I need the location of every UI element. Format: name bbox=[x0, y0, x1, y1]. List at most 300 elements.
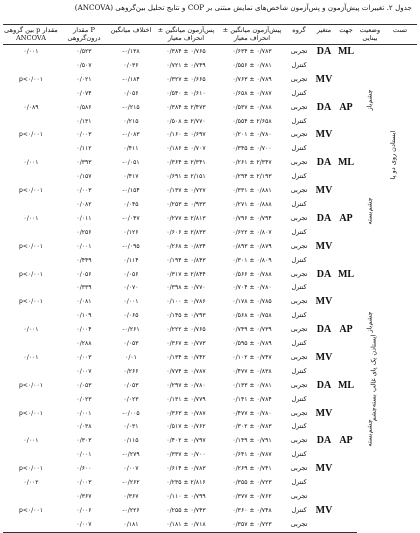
direction-cell bbox=[335, 128, 357, 142]
mean-diff-cell: ۰/۱۱۵ bbox=[123, 437, 139, 445]
p-within-cell: ۰/۰۰۳ bbox=[76, 479, 92, 487]
p-within-cell: ۰/۰۸۲ bbox=[76, 200, 92, 208]
p-ancova-cell: p<۰/۰۰۱ bbox=[18, 242, 44, 250]
pretest-cell: ۰/۷۸۹ ± ۰/۵۹۵ bbox=[232, 340, 272, 348]
p-within-cell: ۰/۳۰۳ bbox=[76, 437, 92, 445]
direction-cell bbox=[335, 59, 357, 73]
mean-diff-cell: ۰/۲۶۶ bbox=[123, 367, 139, 375]
posttest-cell: ۰/۷۸۶ ± ۰/۱۰۰ bbox=[166, 298, 206, 306]
header-variable: متغیر bbox=[313, 25, 335, 45]
direction-cell: AP bbox=[339, 324, 353, 336]
table-row bbox=[3, 323, 417, 337]
direction-cell: AP bbox=[339, 212, 353, 224]
pretest-cell: ۰/۷۸۵ ± ۰/۱۷۸ bbox=[232, 298, 272, 306]
table-row bbox=[3, 337, 417, 351]
variable-cell bbox=[313, 87, 335, 101]
group-cell: تجربی bbox=[290, 213, 308, 222]
variable-cell: DA bbox=[316, 46, 332, 57]
pretest-cell: ۰/۷۲۳ ± ۰/۳۵۷ bbox=[219, 518, 285, 532]
header-stance: وضعیت بینایی bbox=[357, 25, 383, 45]
p-within-cell: ۰/۵۰۷ bbox=[76, 61, 92, 69]
header-p-within: P مقدار درون‌گروهی bbox=[59, 25, 109, 45]
variable-cell bbox=[313, 337, 335, 351]
posttest-cell: ۰/۷۰۷ ± ۰/۱۸۶ bbox=[166, 145, 206, 153]
mean-diff-cell: ۰/۱۸۱ bbox=[109, 518, 153, 532]
p-ancova-cell bbox=[3, 198, 59, 212]
group-cell: کنترل bbox=[291, 394, 307, 403]
p-within-cell: ۰/۰۰۷ bbox=[76, 367, 92, 375]
stance-cell bbox=[357, 156, 383, 267]
pretest-cell: ۰/۷۸۸ ± ۰/۵۶۶ bbox=[232, 270, 272, 278]
p-within-cell: ۰/۱۵۷ bbox=[76, 173, 92, 181]
pretest-cell: ۰/۷۸۴ ± ۰/۱۴۱ bbox=[232, 395, 272, 403]
pretest-cell: ۰/۷۸۰ ± ۰/۲۰۱ bbox=[232, 131, 272, 139]
test-label: ایستادن یک پای غالب بسته‌چشم bbox=[369, 334, 378, 422]
variable-cell: DA bbox=[316, 324, 332, 336]
pretest-cell: ۰/۷۸۰ ± ۰/۴۷۷ bbox=[232, 409, 272, 417]
variable-cell bbox=[313, 226, 335, 240]
posttest-cell: ۲/۸۴۴ ± ۰/۳۱۷ bbox=[166, 270, 206, 278]
mean-diff-cell: ۰/۴۱۷ bbox=[123, 173, 139, 181]
pretest-cell: ۰/۸۳۸ ± ۰/۴۷۷ bbox=[232, 367, 272, 375]
posttest-cell: ۰/۷۶۵ ± ۰/۳۸۴ bbox=[166, 48, 206, 55]
p-within-cell: ۰/۵۲۳ bbox=[76, 48, 92, 55]
pretest-cell: ۰/۷۳۹ ± ۰/۷۴۹ bbox=[232, 326, 272, 334]
p-ancova-cell: ۰/۰۰۱ bbox=[23, 159, 39, 167]
direction-cell: ML bbox=[337, 157, 355, 169]
variable-cell: DA bbox=[316, 435, 332, 447]
variable-cell: DA bbox=[316, 101, 332, 113]
header-mean-diff: اختلاف میانگین bbox=[109, 25, 153, 45]
table-row bbox=[3, 434, 417, 448]
p-within-cell: ۰/۰۰۱ bbox=[76, 242, 92, 250]
mean-diff-cell: ۰/۱۵۴- bbox=[122, 187, 140, 195]
p-within-cell: ۰/۵۸۶ bbox=[76, 103, 92, 111]
mean-diff-cell: ۰/۲۶۱- bbox=[122, 326, 140, 334]
direction-cell bbox=[335, 393, 357, 407]
table-row bbox=[3, 73, 417, 87]
posttest-cell: ۰/۷۹۳ ± ۰/۱۴۵ bbox=[166, 312, 206, 320]
table-row bbox=[3, 115, 417, 129]
p-within-cell: ۰/۰۵۶ bbox=[76, 270, 92, 278]
table-row bbox=[3, 226, 417, 240]
variable-cell: MV bbox=[315, 240, 333, 252]
table-row bbox=[3, 128, 417, 142]
variable-cell bbox=[313, 448, 335, 462]
test-label: ایستادن روی دو پا bbox=[388, 131, 397, 180]
group-cell: کنترل bbox=[291, 144, 307, 153]
p-within-cell: ۰/۰۰۴ bbox=[76, 326, 92, 334]
direction-cell bbox=[335, 420, 357, 434]
table-row bbox=[3, 407, 417, 421]
posttest-cell: ۰/۷۰۰ ± ۰/۳۳۷ bbox=[166, 451, 206, 459]
group-cell: تجربی bbox=[290, 102, 308, 111]
group-cell: تجربی bbox=[290, 130, 308, 139]
posttest-cell: ۲/۴۷۳ ± ۰/۳۸۴ bbox=[166, 103, 206, 111]
mean-diff-cell: ۰/۰۰۱ bbox=[123, 298, 139, 306]
posttest-cell: ۲/۸۱۶ ± ۰/۲۳۵ bbox=[166, 479, 206, 487]
mean-diff-cell: ۰/۱۸۴- bbox=[122, 75, 140, 83]
pretest-cell: ۲/۶۵۸ ± ۰/۵۵۴ bbox=[232, 117, 272, 125]
variable-cell bbox=[313, 59, 335, 73]
mean-diff-cell: ۰/۰۲۳ bbox=[123, 395, 139, 403]
posttest-cell: ۰/۷۴۹ ± ۰/۷۲۱ bbox=[166, 61, 206, 69]
pretest-cell: ۰/۷۸۷ ± ۰/۶۵۸ bbox=[232, 89, 272, 97]
p-within-cell: ۰/۲۸۸ bbox=[76, 340, 92, 348]
pretest-cell: ۲/۱۹۳ ± ۰/۲۹۴ bbox=[232, 173, 272, 181]
p-within-cell: ۰/۰۸۱ bbox=[76, 298, 92, 306]
p-within-cell: ۰/۳۹۳ bbox=[76, 159, 92, 167]
posttest-cell: ۰/۷۷۰ ± ۰/۳۹۸ bbox=[166, 284, 206, 292]
p-within-cell: ۰/۰۵۳ bbox=[76, 381, 92, 389]
direction-cell bbox=[335, 309, 357, 323]
direction-cell bbox=[335, 448, 357, 462]
mean-diff-cell: ۰/۰۷۰ bbox=[123, 284, 139, 292]
p-ancova-cell bbox=[3, 87, 59, 101]
mean-diff-cell: ۰/۰۴۷- bbox=[122, 214, 140, 222]
table-caption: جدول ۲. تغییرات پیش‌آزمون و پس‌آزمون شاخص‌های نمایش مبتنی بر COP و نتایج تحلیل بین‌گروهی (ANCOVA) bbox=[74, 3, 412, 12]
pretest-cell: ۰/۷۰۰ ± ۰/۳۴۵ bbox=[232, 145, 272, 153]
mean-diff-cell: ۰/۲۱۵- bbox=[122, 103, 140, 111]
mean-diff-cell: ۰/۰۵۳ bbox=[123, 340, 139, 348]
posttest-cell: ۰/۷۸۰ ± ۰/۲۹۷ bbox=[166, 381, 206, 389]
stance-cell bbox=[357, 45, 383, 157]
posttest-cell: ۲/۱۵۱ ± ۰/۶۹۱ bbox=[166, 173, 206, 181]
direction-cell bbox=[335, 142, 357, 156]
p-ancova-cell bbox=[3, 254, 59, 268]
direction-cell bbox=[335, 254, 357, 268]
variable-cell bbox=[313, 309, 335, 323]
group-cell: تجربی bbox=[290, 186, 308, 195]
pretest-cell: ۰/۷۴۷ ± ۰/۱۰۲ bbox=[232, 353, 272, 361]
mean-diff-cell: ۰/۱۲۶ bbox=[123, 228, 139, 236]
stance-label: چشم‌باز bbox=[365, 89, 374, 111]
group-cell: تجربی bbox=[290, 352, 308, 361]
p-within-cell: ۰/۰۰۷ bbox=[59, 518, 109, 532]
variable-cell bbox=[313, 170, 335, 184]
variable-cell bbox=[313, 420, 335, 434]
mean-diff-cell: ۰/۰۵۱- bbox=[122, 159, 140, 167]
posttest-cell: ۰/۷۴۲ ± ۰/۱۳۴ bbox=[166, 353, 206, 361]
posttest-cell: ۰/۷۲۷ ± ۰/۱۳۷ bbox=[166, 187, 206, 195]
p-within-cell: ۰/۰۰۱ bbox=[76, 451, 92, 459]
pretest-cell: ۰/۷۸۳ ± ۰/۳۰۲ bbox=[232, 423, 272, 431]
direction-cell: AP bbox=[339, 101, 353, 113]
variable-cell: DA bbox=[316, 379, 332, 391]
group-cell: کنترل bbox=[291, 88, 307, 97]
header-direction: جهت bbox=[335, 25, 357, 45]
results-table bbox=[3, 24, 417, 533]
pretest-cell: ۰/۷۹۱ ± ۰/۱۴۹ bbox=[232, 437, 272, 445]
group-cell: تجربی bbox=[290, 47, 308, 55]
p-ancova-cell: p<۰/۰۰۱ bbox=[18, 381, 44, 389]
header-p-ancova: مقدار p بین گروهی ANCOVA bbox=[3, 25, 59, 45]
group-cell: کنترل bbox=[291, 450, 307, 459]
p-ancova-cell bbox=[3, 393, 59, 407]
variable-cell: MV bbox=[315, 296, 333, 308]
p-within-cell: ۰/۰۰۳ bbox=[76, 353, 92, 361]
p-ancova-cell bbox=[3, 281, 59, 295]
direction-cell bbox=[335, 87, 357, 101]
p-within-cell: ۰/۳۳۹ bbox=[76, 284, 92, 292]
posttest-cell: ۲/۳۴۱ ± ۰/۳۶۴ bbox=[166, 159, 206, 167]
direction-cell bbox=[335, 170, 357, 184]
group-cell: کنترل bbox=[291, 283, 307, 292]
table-row bbox=[3, 268, 417, 282]
table-row bbox=[3, 309, 417, 323]
posttest-cell: ۰/۷۶۵ ± ۰/۲۲۲ bbox=[166, 326, 206, 334]
pretest-cell: ۰/۷۹۴ ± ۰/۷۹۶ bbox=[232, 214, 272, 222]
p-within-cell: ۰/۰۰۳ bbox=[76, 187, 92, 195]
posttest-cell: ۰/۷۸۳ ± ۰/۶۱۴ bbox=[166, 465, 206, 473]
variable-cell bbox=[313, 476, 335, 490]
table-row bbox=[3, 170, 417, 184]
direction-cell bbox=[335, 407, 357, 421]
group-cell: کنترل bbox=[291, 60, 307, 69]
p-ancova-cell bbox=[3, 142, 59, 156]
direction-cell bbox=[335, 476, 357, 490]
p-within-cell: ۰/۱۱۲ bbox=[76, 145, 92, 153]
p-ancova-cell: p<۰/۰۰۱ bbox=[18, 506, 44, 514]
direction-cell: AP bbox=[339, 435, 353, 447]
group-cell: تجربی bbox=[290, 158, 308, 167]
p-within-cell: ۰/۰۷۴ bbox=[76, 89, 92, 97]
pretest-cell: ۲/۳۴۷ ± ۰/۲۶۱ bbox=[232, 159, 272, 167]
group-cell: تجربی bbox=[290, 492, 308, 500]
posttest-cell: ۲/۸۳۳ ± ۰/۶۰۶ bbox=[166, 228, 206, 236]
table-row bbox=[3, 212, 417, 226]
table-row bbox=[3, 184, 417, 198]
p-within-cell: ۰/۶۰۰ bbox=[76, 465, 92, 473]
table-row bbox=[3, 240, 417, 254]
variable-cell: MV bbox=[315, 351, 333, 363]
p-ancova-cell: p<۰/۰۰۱ bbox=[18, 409, 44, 417]
group-cell: کنترل bbox=[291, 339, 307, 348]
direction-cell bbox=[335, 504, 357, 518]
pretest-cell: ۰/۷۵۸ ± ۰/۵۶۸ bbox=[232, 312, 272, 320]
p-ancova-cell bbox=[3, 448, 59, 462]
mean-diff-cell: ۰/۰۸۳- bbox=[122, 131, 140, 139]
pretest-cell: ۰/۷۸۷ ± ۰/۶۴۱ bbox=[232, 451, 272, 459]
posttest-cell: ۰/۶۱۰ ± ۰/۵۴۰ bbox=[166, 89, 206, 97]
direction-cell: ML bbox=[337, 379, 355, 391]
group-cell: تجربی bbox=[290, 408, 308, 417]
posttest-cell: ۰/۷۹۷ ± ۰/۴۰۲ bbox=[166, 437, 206, 445]
p-ancova-cell bbox=[3, 337, 59, 351]
group-cell: تجربی bbox=[290, 325, 308, 334]
direction-cell bbox=[335, 490, 357, 504]
p-within-cell: ۰/۴۴۹ bbox=[76, 256, 92, 264]
p-ancova-cell: ۰/۰۰۲ bbox=[23, 479, 39, 487]
header-test: تست bbox=[383, 25, 417, 45]
p-within-cell: ۰/۰۰۶ bbox=[76, 506, 92, 514]
table-row bbox=[3, 281, 417, 295]
p-ancova-cell: ۰/۰۰۱ bbox=[23, 353, 39, 361]
table-row bbox=[3, 490, 417, 504]
direction-cell bbox=[335, 198, 357, 212]
variable-cell: DA bbox=[316, 212, 332, 224]
table-row bbox=[3, 448, 417, 462]
p-ancova-cell bbox=[3, 226, 59, 240]
p-ancova-cell bbox=[3, 170, 59, 184]
group-cell: کنترل bbox=[291, 505, 307, 514]
direction-cell: ML bbox=[337, 268, 355, 280]
p-within-cell: ۰/۰۲۳ bbox=[76, 395, 92, 403]
variable-cell: DA bbox=[316, 157, 332, 169]
group-cell: کنترل bbox=[291, 366, 307, 375]
mean-diff-cell: ۰/۰۰۷ bbox=[123, 465, 139, 473]
direction-cell bbox=[335, 337, 357, 351]
pretest-cell: ۰/۸۰۹ ± ۰/۳۰۱ bbox=[232, 256, 272, 264]
pretest-cell: ۰/۷۸۹ ± ۰/۷۶۳ bbox=[232, 75, 272, 83]
variable-cell bbox=[313, 115, 335, 129]
variable-cell bbox=[313, 490, 335, 504]
table-row bbox=[3, 420, 417, 434]
mean-diff-cell: ۰/۰۵۶ bbox=[123, 89, 139, 97]
mean-diff-cell: ۰/۲۱۵ bbox=[123, 117, 139, 125]
variable-cell bbox=[313, 198, 335, 212]
p-ancova-cell: p<۰/۰۰۱ bbox=[18, 270, 44, 278]
mean-diff-cell: ۰/۱۱۴ bbox=[123, 256, 139, 264]
variable-cell bbox=[313, 281, 335, 295]
mean-diff-cell: ۰/۳۶۷ bbox=[123, 493, 139, 500]
posttest-cell: ۲/۷۷۰ ± ۰/۵۰۸ bbox=[166, 117, 206, 125]
variable-cell: DA bbox=[316, 268, 332, 280]
pretest-cell: ۰/۷۸۱ ± ۰/۱۳۳ bbox=[232, 381, 272, 389]
mean-diff-cell: ۰/۴۱۱ bbox=[123, 145, 139, 153]
direction-cell bbox=[335, 462, 357, 476]
group-cell: کنترل bbox=[291, 422, 307, 431]
posttest-cell: ۰/۷۶۲ ± ۰/۵۱۷ bbox=[166, 423, 206, 431]
header-pretest: پیش‌آزمون میانگین ± انحراف معیار bbox=[219, 25, 285, 45]
group-cell: کنترل bbox=[291, 311, 307, 320]
posttest-cell: ۰/۷۸۷ ± ۰/۷۷۴ bbox=[166, 367, 206, 375]
stance-label: چشم‌بسته bbox=[365, 419, 374, 448]
group-cell: تجربی bbox=[290, 74, 308, 83]
variable-cell bbox=[313, 393, 335, 407]
group-cell: کنترل bbox=[291, 478, 307, 487]
posttest-cell: ۰/۷۷۳ ± ۰/۳۶۷ bbox=[166, 340, 206, 348]
p-within-cell: ۰/۰۲۱ bbox=[76, 75, 92, 83]
pretest-cell: ۰/۸۷۹ ± ۰/۸۹۳ bbox=[232, 242, 272, 250]
group-cell: تجربی bbox=[290, 380, 308, 389]
test-cell bbox=[383, 490, 417, 532]
direction-cell bbox=[335, 295, 357, 309]
variable-cell bbox=[313, 142, 335, 156]
stance-cell bbox=[357, 490, 383, 532]
p-ancova-cell: p<۰/۰۰۱ bbox=[18, 131, 44, 139]
direction-cell bbox=[335, 281, 357, 295]
posttest-cell: ۰/۹۳۳ ± ۰/۲۵۳ bbox=[166, 200, 206, 208]
table-row bbox=[3, 45, 417, 59]
group-cell: کنترل bbox=[291, 199, 307, 208]
table-row bbox=[3, 295, 417, 309]
direction-cell bbox=[335, 73, 357, 87]
pretest-cell: ۰/۸۸۱ ± ۰/۳۳۱ bbox=[232, 187, 272, 195]
p-ancova-cell: p<۰/۰۰۱ bbox=[18, 187, 44, 195]
p-within-cell: ۰/۲۵۶ bbox=[76, 228, 92, 236]
mean-diff-cell: ۰/۰۵۳ bbox=[123, 381, 139, 389]
p-within-cell: ۰/۰۳۸ bbox=[76, 423, 92, 431]
p-ancova-cell: ۰/۰۰۱ bbox=[23, 437, 39, 445]
table-row bbox=[3, 198, 417, 212]
p-ancova-cell bbox=[3, 420, 59, 434]
variable-cell: MV bbox=[315, 407, 333, 419]
p-ancova-cell bbox=[3, 115, 59, 129]
table-row bbox=[3, 462, 417, 476]
mean-diff-cell: ۰/۲۷۹- bbox=[122, 451, 140, 459]
pretest-cell: ۰/۷۴۱ ± ۰/۲۶۹ bbox=[232, 465, 272, 473]
direction-cell bbox=[335, 351, 357, 365]
p-within-cell: ۰/۰۰۳ bbox=[76, 131, 92, 139]
p-within-cell: ۰/۰۰۱ bbox=[76, 409, 92, 417]
table-row bbox=[3, 476, 417, 490]
p-ancova-cell bbox=[3, 365, 59, 379]
posttest-cell: ۰/۷۸۷ ± ۰/۳۶۳ bbox=[166, 409, 206, 417]
p-within-cell: ۰/۱۰۹ bbox=[76, 312, 92, 320]
table-row bbox=[3, 142, 417, 156]
p-ancova-cell: ۰/۰۰۱ bbox=[23, 326, 39, 334]
mean-diff-cell: ۰/۲۶۲- bbox=[122, 479, 140, 487]
variable-cell: MV bbox=[315, 129, 333, 141]
mean-diff-cell: ۰/۲۲۶- bbox=[122, 506, 140, 514]
p-ancova-cell: ۰/۰۰۱ bbox=[23, 48, 39, 55]
p-within-cell: ۰/۱۳۱ bbox=[76, 117, 92, 125]
table-row bbox=[3, 254, 417, 268]
group-cell: تجربی bbox=[285, 518, 313, 532]
variable-cell: MV bbox=[315, 463, 333, 475]
p-ancova-cell: ۰/۰۸۹ bbox=[23, 103, 39, 111]
pretest-cell: ۰/۷۸۸ ± ۰/۵۳۷ bbox=[232, 103, 272, 111]
mean-diff-cell: ۰/۰۴۵ bbox=[123, 200, 139, 208]
posttest-cell: ۰/۷۴۳ ± ۰/۲۵۵ bbox=[166, 506, 206, 514]
pretest-cell: ۰/۷۶۲ ± ۰/۳۷۷ bbox=[232, 493, 272, 500]
posttest-cell: ۰/۶۶۵ ± ۰/۳۲۷ bbox=[166, 75, 206, 83]
test-cell bbox=[383, 45, 417, 268]
mean-diff-cell: ۰/۰۵۶ bbox=[123, 270, 139, 278]
table-row bbox=[3, 504, 417, 518]
p-ancova-cell bbox=[3, 490, 59, 504]
header-group: گروه bbox=[285, 25, 313, 45]
table-row bbox=[3, 87, 417, 101]
direction-cell: ML bbox=[337, 46, 355, 57]
posttest-cell: ۰/۷۷۹ ± ۰/۱۳۱ bbox=[166, 395, 206, 403]
variable-cell: MV bbox=[315, 185, 333, 197]
p-ancova-cell: ۰/۰۰۱ bbox=[23, 214, 39, 222]
group-cell: تجربی bbox=[290, 241, 308, 250]
pretest-cell: ۰/۷۲۳ ± ۰/۳۵۵ bbox=[232, 479, 272, 487]
header-row bbox=[3, 25, 417, 45]
mean-diff-cell: ۰/۰۳۱ bbox=[123, 423, 139, 431]
group-cell: تجربی bbox=[290, 297, 308, 306]
posttest-cell: ۰/۶۹۷ ± ۰/۱۶۰ bbox=[166, 131, 206, 139]
direction-cell bbox=[335, 240, 357, 254]
mean-diff-cell: ۰/۰۶۵ bbox=[123, 312, 139, 320]
group-cell: کنترل bbox=[291, 172, 307, 181]
header-posttest: پس‌آزمون میانگین ± انحراف معیار bbox=[153, 25, 219, 45]
posttest-cell: ۰/۸۴۳ ± ۰/۱۹۴ bbox=[166, 256, 206, 264]
mean-diff-cell: ۰/۰۳۶ bbox=[123, 61, 139, 69]
table-row bbox=[3, 156, 417, 170]
variable-cell: MV bbox=[315, 73, 333, 85]
pretest-cell: ۰/۷۸۰ ± ۰/۷۰۴ bbox=[232, 284, 272, 292]
group-cell: کنترل bbox=[291, 227, 307, 236]
posttest-cell: ۰/۷۹۹ ± ۰/۱۱۰ bbox=[166, 493, 206, 500]
pretest-cell: ۰/۸۰۷ ± ۰/۶۲۲ bbox=[232, 228, 272, 236]
table-row bbox=[3, 393, 417, 407]
mean-diff-cell: ۰/۰۱ bbox=[125, 353, 137, 361]
variable-cell bbox=[313, 254, 335, 268]
